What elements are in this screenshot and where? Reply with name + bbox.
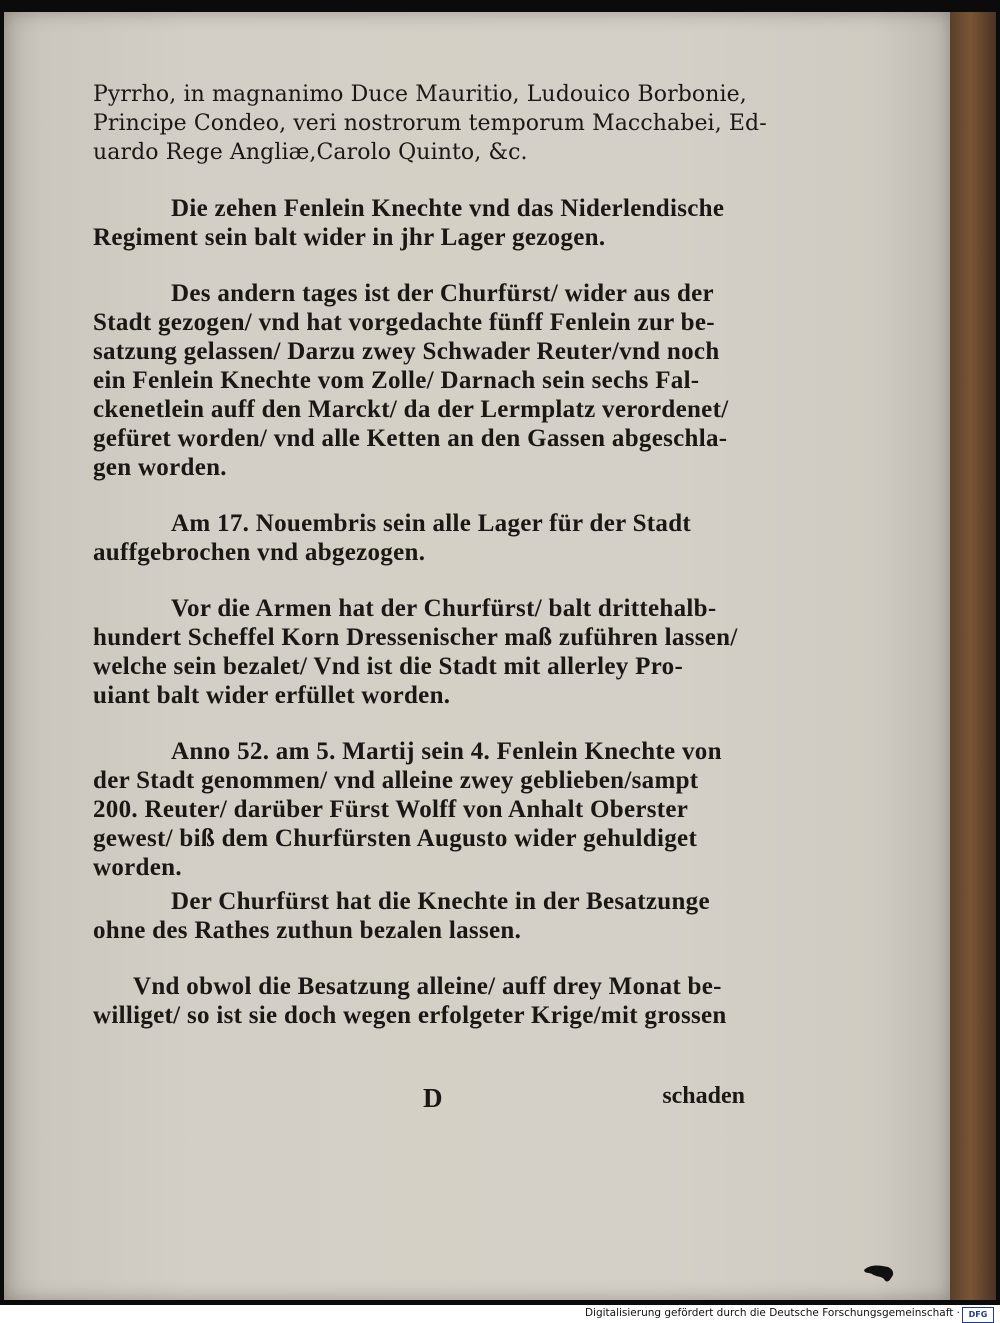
text-line: Principe Condeo, veri nostrorum temporum Macchabei, Ed- <box>93 111 767 136</box>
text-line: Stadt gezogen/ vnd hat vorgedachte fünff Fenlein zur be- <box>93 309 715 336</box>
paragraph <box>93 972 745 1030</box>
text-line: Regiment sein balt wider in jhr Lager gezogen. <box>93 224 606 251</box>
text-line: gewest/ biß dem Churfürsten Augusto wider gehuldiget <box>93 825 698 852</box>
text-line: Des andern tages ist der Churfürst/ wider aus der <box>171 280 714 307</box>
text-line: Vnd obwol die Besatzung alleine/ auff drey Monat be- <box>133 973 722 1000</box>
text-line: Vor die Armen hat der Churfürst/ balt drittehalb- <box>171 595 717 622</box>
book-edge <box>950 12 996 1300</box>
text-line: der Stadt genommen/ vnd alleine zwey geblieben/sampt <box>93 767 699 794</box>
text-line: worden. <box>93 854 182 881</box>
footer-credit: Digitalisierung gefördert durch die Deutsche Forschungsgemeinschaft · <box>584 1307 960 1319</box>
text-line: hundert Scheffel Korn Dressenischer maß zuführen lassen/ <box>93 624 738 651</box>
text-line: uiant balt wider erfüllet worden. <box>93 682 451 709</box>
text-line: auffgebrochen vnd abgezogen. <box>93 539 426 566</box>
catchword: schaden <box>662 1083 745 1109</box>
page-text-block <box>93 80 767 1030</box>
paragraph <box>93 509 745 567</box>
text-line: uardo Rege Angliæ,Carolo Quinto, &c. <box>93 140 528 165</box>
paragraph <box>93 737 745 882</box>
text-line: gen worden. <box>93 454 227 481</box>
text-line: Die zehen Fenlein Knechte vnd das Niderlendische <box>171 195 725 222</box>
text-line: welche sein bezalet/ Vnd ist die Stadt mit allerley Pro- <box>93 653 684 680</box>
paragraph <box>93 594 745 710</box>
text-line: ckenetlein auff den Marckt/ da der Lermplatz verordenet/ <box>93 396 729 423</box>
signature-mark: D <box>423 1083 443 1113</box>
text-line: satzung gelassen/ Darzu zwey Schwader Reuter/vnd noch <box>93 338 720 365</box>
text-line: Pyrrho, in magnanimo Duce Mauritio, Ludouico Borbonie, <box>93 82 747 107</box>
text-line: Der Churfürst hat die Knechte in der Besatzunge <box>171 888 710 915</box>
text-line: Am 17. Nouembris sein alle Lager für der Stadt <box>171 510 692 537</box>
digitization-footer <box>0 1305 1000 1323</box>
paragraph <box>93 887 745 945</box>
text-line: 200. Reuter/ darüber Fürst Wolff von Anhalt Oberster <box>93 796 689 823</box>
ink-blot <box>862 1262 896 1284</box>
page-footer-marks <box>93 1083 745 1115</box>
text-line: gefüret worden/ vnd alle Ketten an den Gassen abgeschla- <box>93 425 728 452</box>
text-line: Anno 52. am 5. Martij sein 4. Fenlein Knechte von <box>171 738 722 765</box>
text-line: williget/ so ist sie doch wegen erfolgeter Krige/mit grossen <box>93 1002 727 1029</box>
paragraph-latin <box>93 80 767 167</box>
dfg-logo: DFG <box>962 1307 994 1323</box>
text-line: ein Fenlein Knechte vom Zolle/ Darnach sein sechs Fal- <box>93 367 700 394</box>
text-line: ohne des Rathes zuthun bezalen lassen. <box>93 917 522 944</box>
paragraph <box>93 194 745 252</box>
paragraph <box>93 279 745 482</box>
